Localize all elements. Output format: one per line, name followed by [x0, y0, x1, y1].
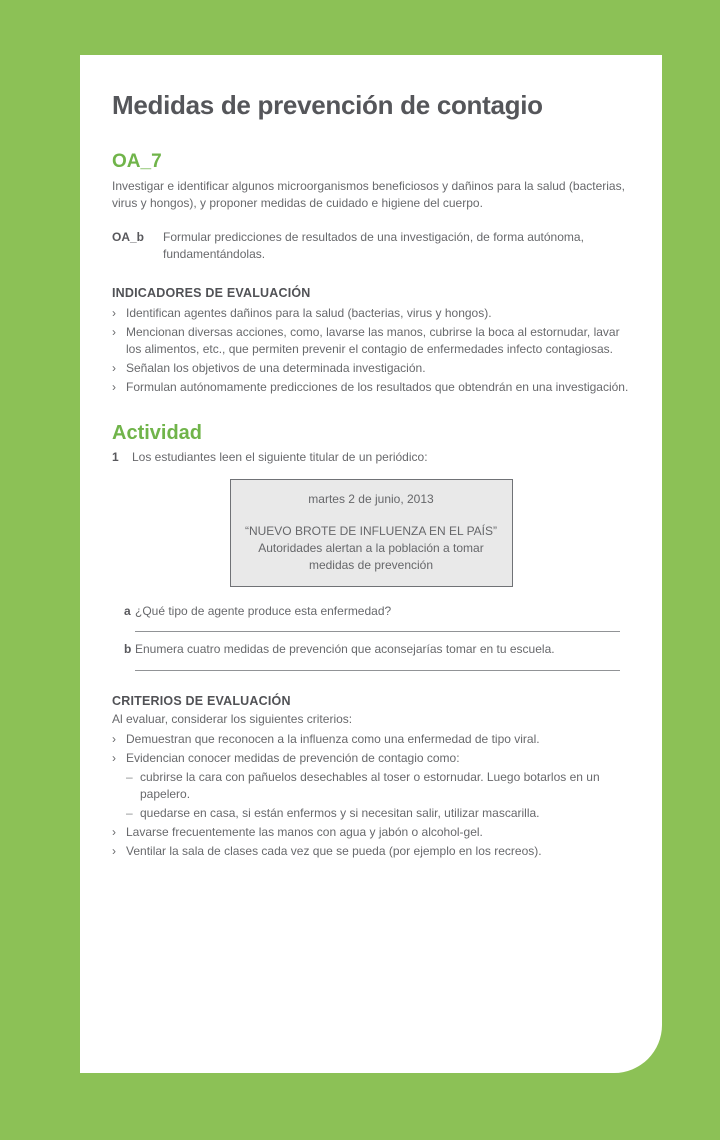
bullet-icon: › — [112, 380, 116, 394]
oa7-description: Investigar e identificar algunos microorganismos beneficiosos y dañinos para la salud (bacterias, virus y hongos), y proponer medidas de cuidado e higiene del cuerpo. — [112, 179, 625, 210]
item-text: Los estudiantes leen el siguiente titular de un periódico: — [132, 450, 428, 464]
newspaper-headline-box — [230, 479, 513, 587]
criterio-item — [112, 731, 630, 748]
question-b-letter: b — [124, 642, 132, 656]
criterio-text: Ventilar la sala de clases cada vez que se pueda (por ejemplo en los recreos). — [126, 844, 542, 858]
answer-line-a — [135, 631, 620, 632]
question-a-letter: a — [124, 604, 131, 618]
indicadores-list — [112, 305, 630, 396]
news-subheadline: Autoridades alertan a la población a tomar medidas de prevención — [258, 541, 484, 572]
oab-label: OA_b — [112, 230, 145, 244]
worksheet-page — [80, 55, 662, 1073]
criterio-item — [112, 843, 630, 860]
criterio-item — [112, 750, 630, 767]
bullet-icon: › — [112, 325, 116, 339]
question-b — [124, 641, 630, 658]
indicator-text: Identifican agentes dañinos para la salud (bacterias, virus y hongos). — [126, 306, 492, 320]
criterio-subitem — [126, 805, 630, 822]
indicadores-heading: INDICADORES DE EVALUACIÓN — [112, 286, 311, 300]
question-b-text: Enumera cuatro medidas de prevención que aconsejarías tomar en tu escuela. — [135, 642, 555, 656]
indicator-item — [112, 360, 630, 377]
indicator-item — [112, 305, 630, 322]
item-number: 1 — [112, 450, 119, 464]
oa7-heading: OA_7 — [112, 151, 162, 172]
bullet-icon: › — [112, 825, 116, 839]
indicator-text: Señalan los objetivos de una determinada investigación. — [126, 361, 426, 375]
oab-text: Formular predicciones de resultados de una investigación, de forma autónoma, fundamentándolas. — [163, 230, 584, 261]
answer-line-b — [135, 670, 620, 671]
page-title: Medidas de prevención de contagio — [112, 90, 543, 120]
criterios-list — [112, 731, 630, 860]
criterios-heading: CRITERIOS DE EVALUACIÓN — [112, 694, 291, 708]
dash-icon: – — [126, 806, 133, 820]
criterios-intro: Al evaluar, considerar los siguientes criterios: — [112, 712, 353, 726]
bullet-icon: › — [112, 361, 116, 375]
bullet-icon: › — [112, 306, 116, 320]
question-a — [124, 603, 630, 620]
criterio-subitem — [126, 769, 630, 803]
bullet-icon: › — [112, 732, 116, 746]
indicator-item — [112, 324, 630, 358]
news-date: martes 2 de junio, 2013 — [308, 492, 434, 506]
criterio-item — [112, 824, 630, 841]
actividad-item-1 — [112, 449, 630, 466]
bullet-icon: › — [112, 844, 116, 858]
indicator-text: Mencionan diversas acciones, como, lavarse las manos, cubrirse la boca al estornudar, lavar los alimentos, etc., que permiten prevenir el contagio de enfermedades infecto contagiosas. — [126, 325, 620, 356]
criterio-text: Demuestran que reconocen a la influenza como una enfermedad de tipo viral. — [126, 732, 540, 746]
actividad-heading: Actividad — [112, 422, 203, 444]
news-headline: “NUEVO BROTE DE INFLUENZA EN EL PAÍS” — [244, 524, 498, 538]
criterio-subtext: quedarse en casa, si están enfermos y si necesitan salir, utilizar mascarilla. — [140, 806, 540, 820]
indicator-item — [112, 379, 630, 396]
dash-icon: – — [126, 770, 133, 784]
oab-row — [112, 229, 630, 263]
criterio-text: Evidencian conocer medidas de prevención de contagio como: — [126, 751, 460, 765]
bullet-icon: › — [112, 751, 116, 765]
criterio-subtext: cubrirse la cara con pañuelos desechables al toser o estornudar. Luego botarlos en un papelero. — [140, 770, 600, 801]
news-gap — [245, 508, 498, 523]
indicator-text: Formulan autónomamente predicciones de los resultados que obtendrán en una investigación. — [126, 380, 629, 394]
question-a-text: ¿Qué tipo de agente produce esta enfermedad? — [135, 604, 392, 618]
criterio-text: Lavarse frecuentemente las manos con agua y jabón o alcohol-gel. — [126, 825, 483, 839]
